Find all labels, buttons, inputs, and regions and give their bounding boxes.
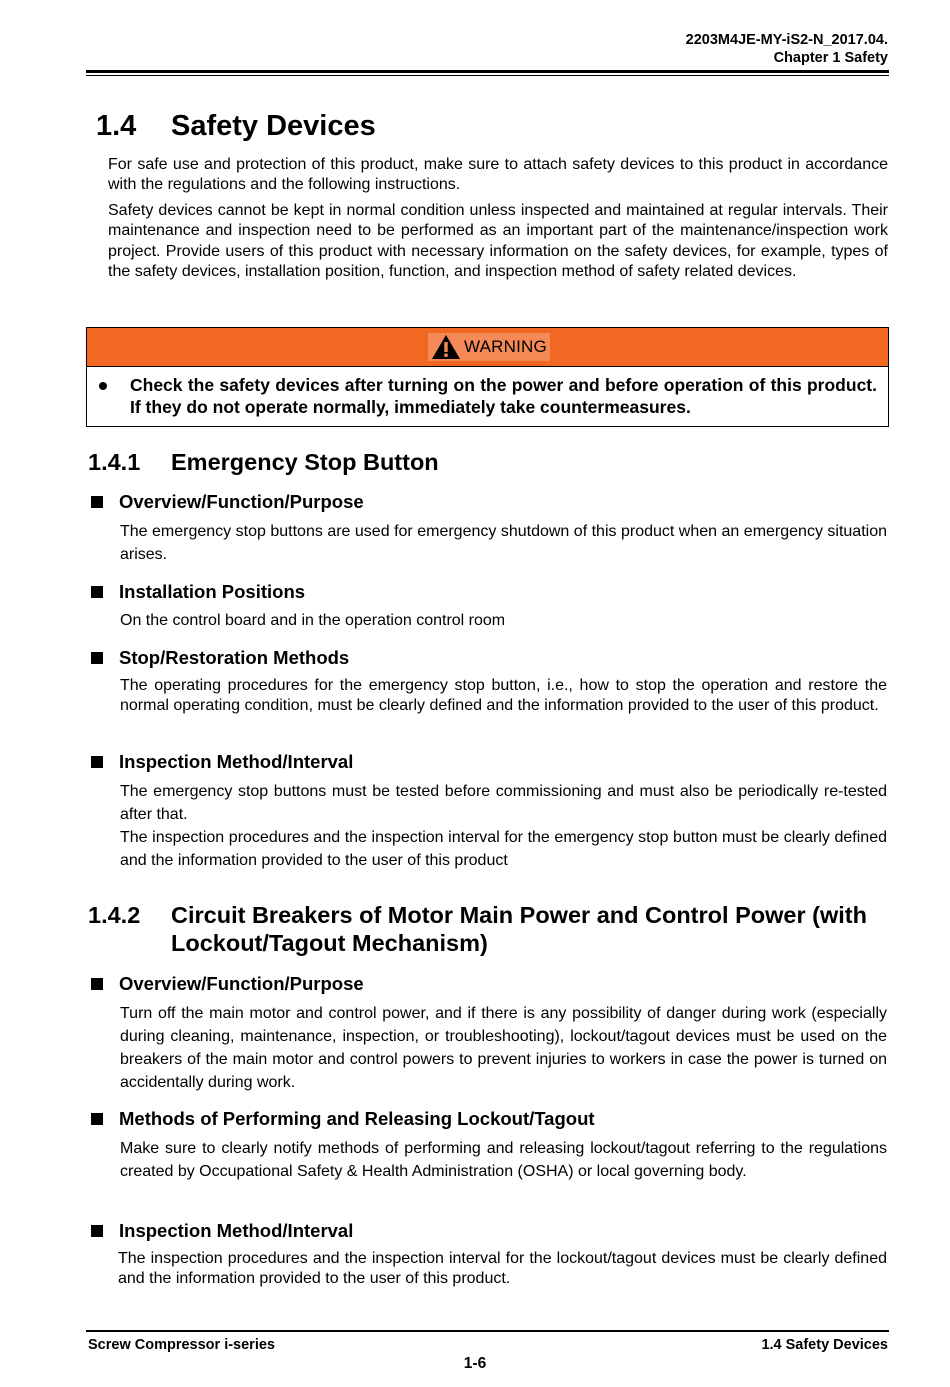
section-number: 1.4 [96, 110, 137, 142]
section-title: Safety Devices [171, 110, 376, 142]
subsection-title: Circuit Breakers of Motor Main Power and Control Power (with Lockout/Tagout Mechanism) [171, 902, 867, 956]
inspection-text-1: The emergency stop buttons must be tested before commissioning and must also be periodically re-tested after that. [120, 783, 887, 823]
heading-text: Stop/Restoration Methods [119, 647, 350, 668]
warning-triangle-icon [431, 334, 461, 360]
subsection-heading-1-4-2 [88, 901, 871, 957]
warning-box [86, 327, 889, 427]
subsection-title: Emergency Stop Button [171, 449, 439, 475]
overview-text: Turn off the main motor and control power, and if there is any possibility of danger during work (especially during cleaning, maintenance, inspection, or troubleshooting), lockout/tagout devices must be used on the breakers of the main motor and control powers to prevent injuries to workers in case the power is turned on accidentally during work. [120, 1005, 887, 1091]
stop-restoration-text: The operating procedures for the emergency stop button, i.e., how to stop the operation and restore the normal operating condition, must be clearly defined and the information provided to the user of this product. [120, 677, 887, 715]
header-rule-thin [86, 75, 889, 76]
heading-text: Overview/Function/Purpose [119, 973, 364, 994]
heading-text: Overview/Function/Purpose [119, 491, 364, 512]
page-header [686, 31, 888, 67]
document-id: 2203M4JE-MY-iS2-N_2017.04. [685, 32, 888, 48]
overview-text: The emergency stop buttons are used for emergency shutdown of this product when an emergency situation arises. [120, 523, 887, 563]
warning-text: Check the safety devices after turning on the power and before operation of this product. If they do not operate normally, immediately take countermeasures. [130, 375, 877, 417]
footer-rule [86, 1330, 889, 1332]
square-bullet-icon [91, 756, 103, 768]
heading-inspection [88, 1220, 353, 1242]
heading-text: Inspection Method/Interval [119, 1220, 354, 1241]
warning-bar [87, 328, 888, 367]
heading-installation [88, 581, 305, 603]
square-bullet-icon [91, 586, 103, 598]
intro-paragraph-1: For safe use and protection of this product, make sure to attach safety devices to this product in accordance with the regulations and the following instructions. [108, 156, 888, 194]
subsection-heading-1-4-1 [88, 448, 871, 476]
square-bullet-icon [91, 1113, 103, 1125]
warning-item [97, 374, 877, 418]
heading-inspection [88, 751, 353, 773]
chapter-title: Chapter 1 Safety [773, 50, 888, 66]
heading-text: Methods of Performing and Releasing Lockout/Tagout [119, 1108, 595, 1129]
installation-text: On the control board and in the operation control room [120, 612, 506, 629]
square-bullet-icon [91, 978, 103, 990]
square-bullet-icon [91, 496, 103, 508]
header-rule [86, 70, 889, 73]
warning-label [428, 333, 550, 361]
square-bullet-icon [91, 652, 103, 664]
inspection-text-2: The inspection procedures and the inspection interval for the emergency stop button must be clearly defined and the information provided to the user of this product [120, 829, 887, 869]
lockout-methods-text: Make sure to clearly notify methods of performing and releasing lockout/tagout referring to the regulations created by Occupational Safety & Health Administration (OSHA) or local governing body. [120, 1140, 887, 1180]
footer-right: 1.4 Safety Devices [761, 1337, 888, 1353]
heading-text: Installation Positions [119, 581, 306, 602]
heading-lockout-methods [88, 1108, 595, 1130]
warning-label-text: WARNING [464, 337, 547, 356]
subsection-number: 1.4.2 [88, 902, 141, 928]
subsection-number: 1.4.1 [88, 449, 141, 475]
intro-paragraph-2: Safety devices cannot be kept in normal condition unless inspected and maintained at regular intervals. Their maintenance and inspection need to be performed as an important part of the maintenance/inspection work project. Provide users of this product with necessary information on the safety devices, for example, types of the safety devices, installation position, function, and inspection method of safety related devices. [108, 202, 888, 280]
heading-stop-restoration [88, 647, 349, 669]
heading-overview [88, 973, 364, 995]
page-number: 1-6 [463, 1355, 487, 1372]
square-bullet-icon [91, 1225, 103, 1237]
heading-overview [88, 491, 364, 513]
heading-text: Inspection Method/Interval [119, 751, 354, 772]
section-heading [96, 110, 376, 143]
bullet-icon [99, 382, 107, 390]
inspection-text: The inspection procedures and the inspection interval for the lockout/tagout devices must be clearly defined and the information provided to the user of this product. [118, 1250, 887, 1288]
footer-left: Screw Compressor i-series [88, 1337, 275, 1353]
